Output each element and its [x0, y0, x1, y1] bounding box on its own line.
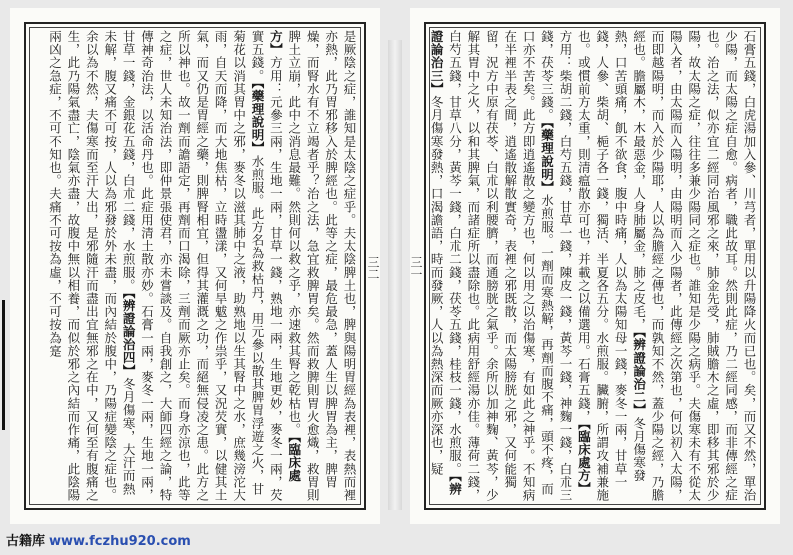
paragraph: 石膏五錢，白虎湯加入參、川芎者，單用以升陽降火而已也。	[742, 30, 757, 384]
section-heading: 【辨證論治二】	[631, 331, 647, 417]
left-page	[10, 8, 380, 524]
section-heading: 【辨證論治三】	[429, 30, 463, 496]
paragraph: 水煎服。此方名為救枯丹，用元參以散其脾胃浮遊之火，甘菊花以消其胃中之邪，麥冬以滋其肺中之液，助熟地以生其腎中之水，庶幾滂沱大雨，自天而降，而大地焦枯，立時盪漾，又何旱魃之作祟乎，又況芡實，以健其土氣，而又仍是胃經之藥，則脾腎相宜，但得其灌溉之功，而絕無侵凌之患。此方之所以神也。故一劑而譫語定，再劑而口渴除，三劑而厥亦止矣。而身亦涼也，此等之症，世人未知治法，即仲景張使君，亦未嘗談及。自我創之，大師四經之論，特傳神奇治法，以活命丹也。此症用清土散亦妙。石膏一兩，麥冬一兩，生地一兩，甘草一錢，金銀花五錢，白朮二錢，水煎服。	[121, 30, 265, 502]
section-heading: 【臨床處方】	[576, 423, 592, 496]
section-heading: 【辨證論治四】	[121, 292, 137, 378]
scan-edge-mark	[2, 300, 5, 430]
paragraph: 冬月傷寒發熱，口苦頭痛，飢不欲食，腹中時痛，人以為太陽	[613, 30, 647, 483]
paragraph: 水煎服。一劑而寒熱解，再劑而腹不痛，頭不疼，而口亦不苦矣。此方即逍遙散之變方也，何以用之以治傷寒，有如此之神乎。不知病在半裡半表之間，逍遙散解散實奇，表裡之邪既散，而太陽膀胱之邪，又何能獨留，況方中原有茯苓、白朮以利腰臍，而通膀胱之氣乎。余所以加神麴、黃芩，少解其胃中之火，以和其脾氣，而諸症所以盡除也。此病用舒經湯亦佳。薄荷二錢，白芍五錢，甘草八分，黃芩一錢，白朮二錢，茯苓五錢，桂枝一錢，水煎服。	[447, 30, 555, 502]
right-page-text	[429, 30, 758, 502]
page-number-right: 三一	[409, 256, 423, 280]
section-heading: 【藥理說明】	[249, 82, 265, 155]
book-spine	[388, 40, 402, 510]
page-number-left: 三二	[366, 256, 380, 280]
paragraph: 方用：柴胡二錢，白芍五錢，甘草一錢，陳皮一錢，黃芩一錢，神麴一錢，白朮三錢，茯苓三錢。	[539, 30, 573, 502]
paragraph: 風邪之來，肺金先受，肺賊膽木之虛，即移其邪於少陽，故太陽之症，往往多兼少陽同	[686, 30, 721, 502]
site-url: www.fczhu920.com	[49, 534, 191, 549]
paragraph: 冬月傷寒發熱，口渴譫語，時而發厥，人以為熱深而厥亦深也，疑	[429, 95, 445, 476]
section-heading: 【臨床處方】	[268, 30, 302, 483]
left-page-text	[32, 30, 358, 502]
site-name: 古籍库	[6, 534, 46, 549]
paragraph: 冬月傷寒，大汗而熱未解，腹又痛不可按，人以為邪發於外未盡，而內結於腹中，乃陽症變陰之症也。余以為不然，夫傷寒而至汗大出，是邪隨汗而盡出宜無邪之在中，又何至有腹痛之生，此乃陽氣盡亡，陰氣亦盡，故腹中無以相養，而似於邪之內結而作痛，此陰陽兩凶之急症，不可不知也。夫痛不可按為虛，不可按為寔	[47, 30, 137, 502]
paragraph: 臟腑，所謂攻補兼施也。或慣前方太重，則清瘟散亦可也，并載之以備選用。石膏五錢，	[576, 30, 610, 502]
right-page	[410, 8, 780, 524]
paragraph: 之症也。誰知是少陽之病乎。夫傷寒未有不從太陽入者，由太陽而入陽明，由陽明而入少陽者，此傳經之次第也，何以初入太陽，而即越陽明，而入於少陽耶，人以為膽經之傳也，而孰知不然，蓋少陽之經，乃膽經也。膽屬木，木最惡金，人身肺屬金，肺之皮毛，	[631, 30, 702, 502]
paragraph: 是厥陰之症，誰知是太陰之症乎。夫太陰脾土也，脾與陽明胃經為表裡，表熱而裡亦熱，此乃胃邪移入於脾經也。此等之症，最危最急，蓋人生以脾胃為主，脾胃燥，而腎水有不立竭者乎？治之法，急宜救脾胃矣。然而救脾則胃火愈熾，救胃則脾土立崩，此中之消息最難。然則何以救之乎，亦速救其腎之乾枯也。	[286, 30, 357, 502]
paragraph: 病者，職此故耳。然則此症，乃二經同感，而非傳經之症也。治之法，似亦宜二經同治	[705, 30, 739, 502]
paragraph: 方用：元參三兩，生地一兩，甘草一錢，熟地一兩，生地更妙，麥冬一兩，芡實五錢。	[249, 30, 284, 502]
watermark-footer	[6, 530, 191, 549]
paragraph: 知母一錢，麥冬一兩，甘草一錢，人參、柴胡、梔子各一錢，獨活、半夏各五分。水煎服。	[594, 30, 629, 489]
section-heading: 【藥理說明】	[539, 121, 555, 195]
paragraph: 矣，而又不然，單治少陽，而太陽之症自愈。	[723, 30, 757, 502]
